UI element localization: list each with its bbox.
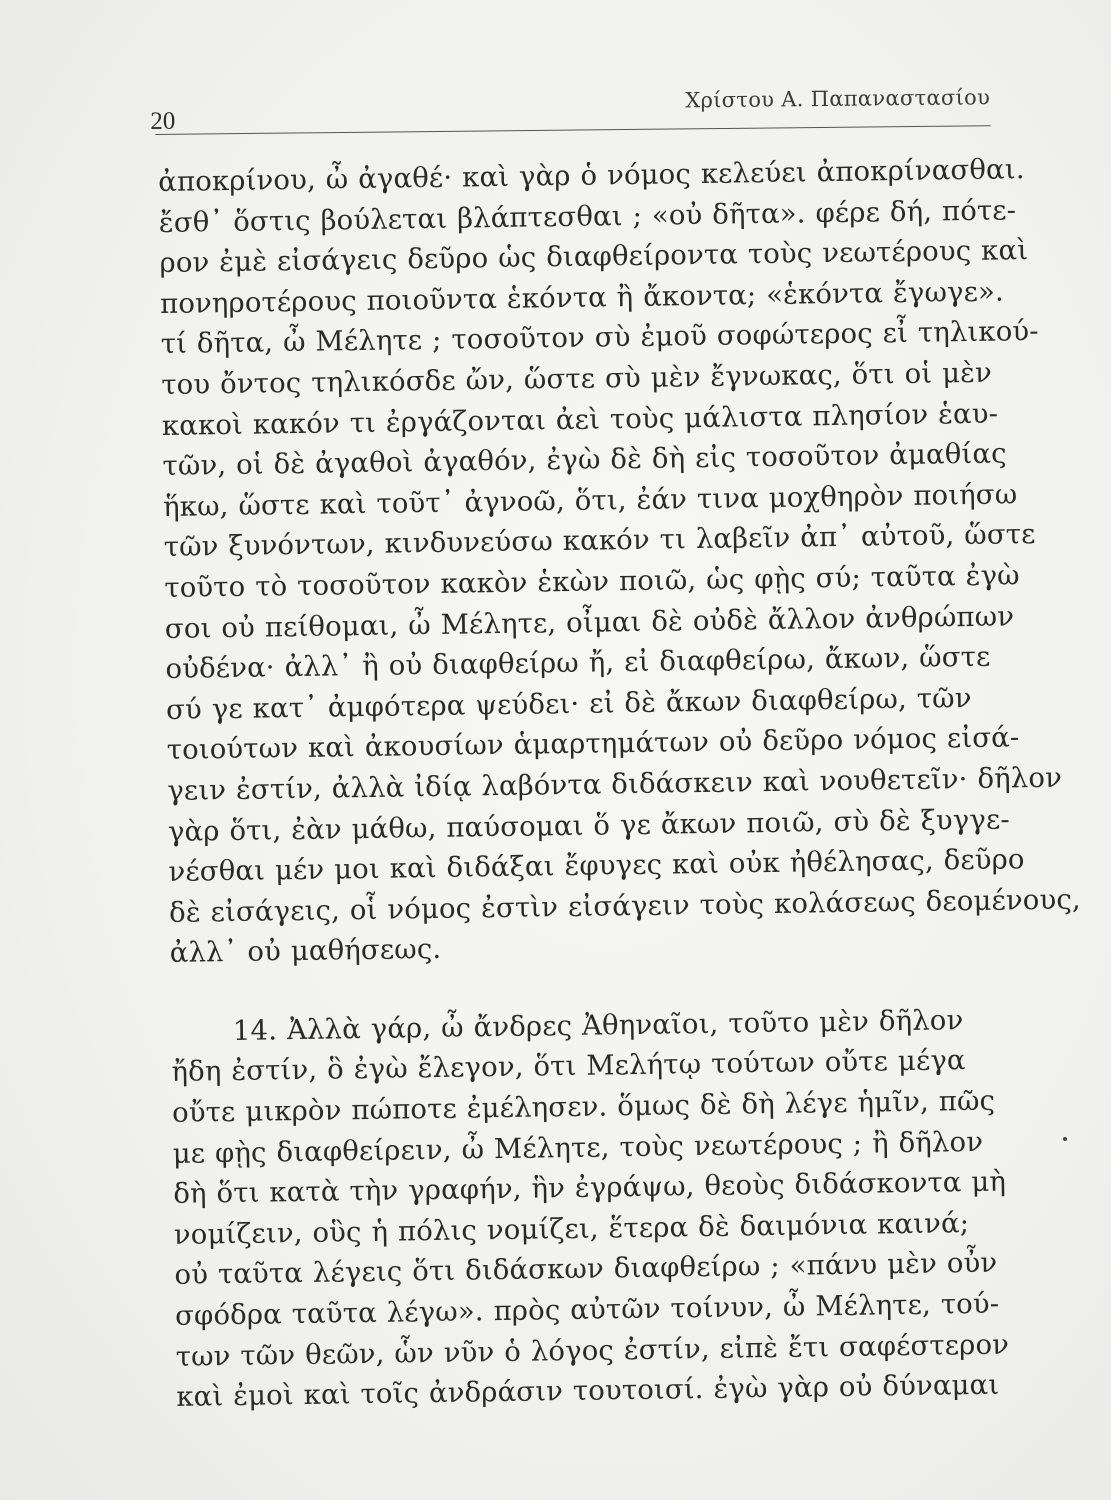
text-line: νέσθαι μέν μοι καὶ διδάξαι ἔφυγες καὶ οὐκ ἠθέλησας, δεῦρο (168, 843, 1025, 889)
page-number: 20 (150, 107, 176, 135)
text-line: οὔτε μικρὸν πώποτε ἐμέλησεν. ὅμως δὲ δὴ λέγε ἡμῖν, πῶς (171, 1084, 996, 1129)
text-line: δὴ ὅτι κατὰ τὴν γραφήν, ἣν ἐγράψω, θεοὺς διδάσκοντα μὴ (173, 1165, 1007, 1211)
header-rule (155, 125, 990, 135)
text-line: γὰρ ὅτι, ἐὰν μάθω, παύσομαι ὅ γε ἄκων ποιῶ, σὺ δὲ ξυγγε- (167, 802, 1011, 848)
text-line: ἀλλ᾽ οὐ μαθήσεως. (169, 933, 442, 970)
text-line: ἀποκρίνου, ὦ ἀγαθέ· καὶ γὰρ ὁ νόμος κελεύει ἀποκρίνασθαι. (158, 153, 1025, 198)
running-title: Χρίστου Α. Παπαναστασίου (685, 85, 991, 113)
running-head (150, 83, 1005, 135)
text-line: 14. Ἀλλὰ γάρ, ὦ ἄνδρες Ἀθηναῖοι, τοῦτο μὲν δῆλον (232, 1004, 964, 1047)
paragraph-2 (171, 999, 1047, 1418)
text-line: σοι οὐ πείθομαι, ὦ Μέλητε, οἶμαι δὲ οὐδὲ ἄλλον ἀνθρώπων (164, 599, 1015, 645)
margin-mark (1063, 1137, 1067, 1141)
text-line: με φῂς διαφθείρειν, ὦ Μέλητε, τοὺς νεωτέρους ; ἢ δῆλον (172, 1125, 984, 1170)
text-line: δὲ εἰσάγεις, οἷ νόμος ἐστὶν εἰσάγειν τοὺς κολάσεως δεομένους, (168, 883, 1081, 929)
text-line: τοῦτο τὸ τοσοῦτον κακὸν ἑκὼν ποιῶ, ὡς φῂς σύ; ταῦτα ἐγὼ (164, 559, 1020, 604)
text-line: ἤδη ἐστίν, ὃ ἐγὼ ἔλεγον, ὅτι Μελήτῳ τούτων οὔτε μέγα (171, 1044, 966, 1089)
text-line: γειν ἐστίν, ἀλλὰ ἰδίᾳ λαβόντα διδάσκειν καὶ νουθετεῖν· δῆλον (167, 761, 1063, 807)
text-line: καὶ ἐμοὶ καὶ τοῖς ἀνδράσιν τουτοισί. ἐγὼ γὰρ οὐ δύναμαι (176, 1368, 1000, 1414)
text-line: ρον ἐμὲ εἰσάγεις δεῦρο ὡς διαφθείροντα τοὺς νεωτέρους καὶ (159, 234, 1029, 280)
text-line: των τῶν θεῶν, ὧν νῦν ὁ λόγος ἐστίν, εἰπὲ ἔτι σαφέστερον (175, 1328, 1010, 1373)
text-line: τῶν ξυνόντων, κινδυνεύσω κακόν τι λαβεῖν ἀπ᾽ αὐτοῦ, ὥστε (163, 518, 1036, 564)
text-line: οὐδένα· ἀλλ᾽ ἢ οὐ διαφθείρω ἤ, εἰ διαφθείρω, ἄκων, ὥστε (165, 640, 991, 686)
text-line: ἥκω, ὥστε καὶ τοῦτ᾽ ἀγνοῶ, ὅτι, ἐάν τινα μοχθηρὸν ποιήσω (162, 478, 1018, 523)
text-line: κακοὶ κακόν τι ἐργάζονται ἀεὶ τοὺς μάλιστα πλησίον ἑαυ- (161, 397, 999, 442)
text-line: πονηροτέρους ποιοῦντα ἑκόντα ἢ ἄκοντα; «ἑκόντα ἔγωγε». (159, 275, 1005, 320)
body-text (158, 149, 1081, 1418)
text-line: τί δῆτα, ὦ Μέλητε ; τοσοῦτον σὺ ἐμοῦ σοφώτερος εἶ τηλικού- (160, 315, 1039, 361)
text-line: σύ γε κατ᾽ ἀμφότερα ψεύδει· εἰ δὲ ἄκων διαφθείρω, τῶν (165, 681, 972, 726)
text-line: ἔσθ᾽ ὅστις βούλεται βλάπτεσθαι ; «οὐ δῆτα». φέρε δή, πότε- (158, 193, 1017, 239)
paragraph-1 (158, 149, 1081, 974)
text-line: τῶν, οἱ δὲ ἀγαθοὶ ἀγαθόν, ἐγὼ δὲ δὴ εἰς τοσοῦτον ἀμαθίας (162, 437, 1007, 483)
text-line: οὐ ταῦτα λέγεις ὅτι διδάσκων διαφθείρω ; «πάνυ μὲν οὖν (174, 1247, 998, 1292)
text-line: του ὄντος τηλικόσδε ὤν, ὥστε σὺ μὲν ἔγνωκας, ὅτι οἱ μὲν (161, 356, 993, 401)
text-line: σφόδρα ταῦτα λέγω». πρὸς αὐτῶν τοίνυν, ὦ Μέλητε, τού- (174, 1287, 1000, 1332)
text-line: νομίζειν, οὓς ἡ πόλις νομίζει, ἕτερα δὲ δαιμόνια καινά; (173, 1206, 970, 1251)
text-line: τοιούτων καὶ ἀκουσίων ἁμαρτημάτων οὐ δεῦρο νόμος εἰσά- (166, 721, 1020, 767)
